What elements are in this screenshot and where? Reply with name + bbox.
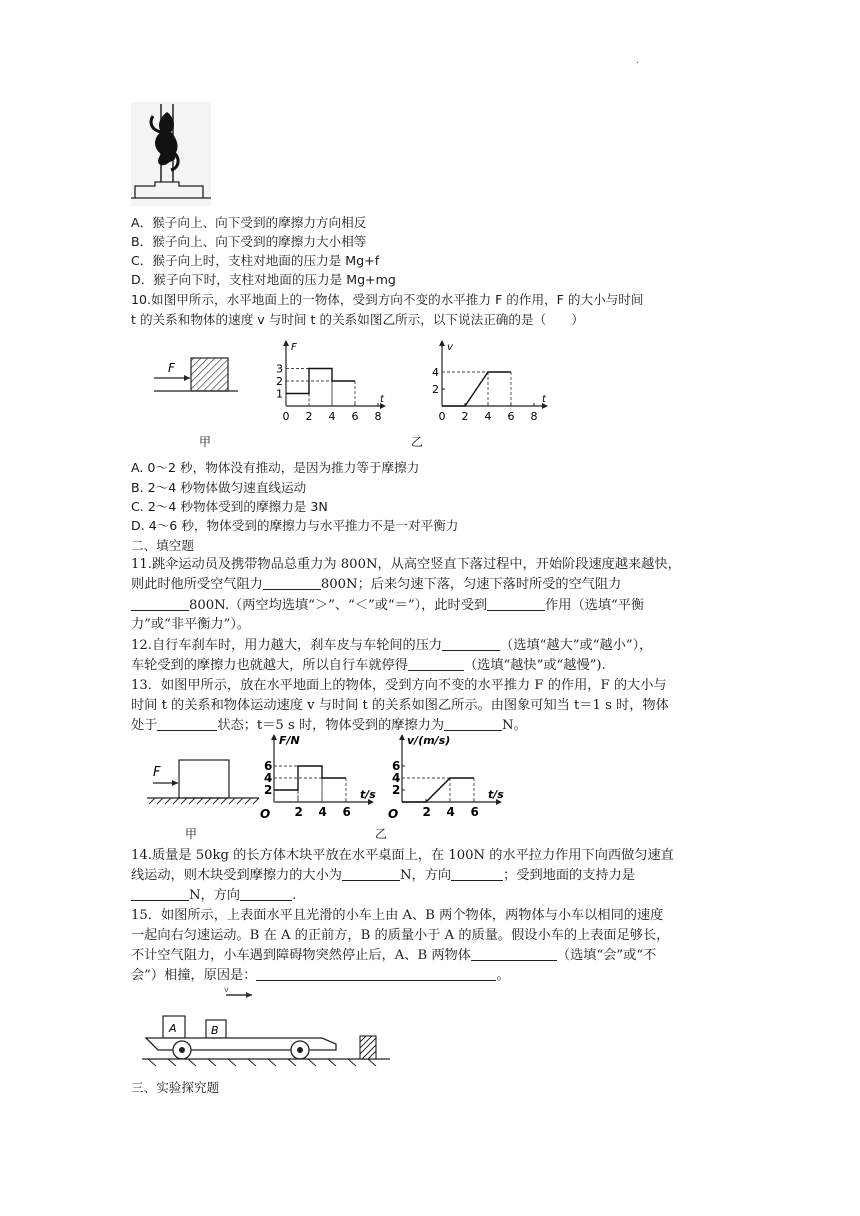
y-axis-arrow [271,734,277,740]
q13-line1: 13．如图甲所示，放在水平地面上的物体，受到方向不变的水平推力 F 的作用，F 的大小与 [131,678,667,693]
q12-text-1a: 12.自行车刹车时，用力越大，刹车皮与车轮间的压力 [131,638,443,653]
q14-text-3a: N，方向 [189,888,241,903]
q10-stem-line1: 10.如图甲所示，水平地面上的一物体，受到方向不变的水平推力 F 的作用，F 的大小与时间 [131,292,644,307]
q11-blank-3[interactable] [487,597,545,611]
q14-text-2c: ；受到地面的支持力是 [503,868,635,883]
series-line [442,372,511,406]
y-tick-label: 4 [392,771,401,785]
y-axis-label: F [291,342,297,353]
q14-line3 [131,886,731,905]
y-tick-label: 1 [276,387,283,401]
q11-line2 [131,575,731,594]
y-axis-label: v [447,342,453,353]
q15-line4 [131,966,731,985]
q11-line3 [131,596,731,615]
q10-force-time-chart [270,338,395,430]
corner-mark: · [636,58,640,69]
q10-velocity-time-chart [426,338,556,430]
q14-blank-direction-1[interactable] [451,867,503,881]
q11-text-3b: 作用（选填“平衡 [545,598,645,613]
q13-caption-yi: 乙 [375,827,388,841]
q9-option-c: C．猴子向上时，支柱对地面的压力是 Mg+f [131,253,380,268]
q15-line3 [131,946,731,965]
q9-option-b: B．猴子向上、向下受到的摩擦力大小相等 [131,234,367,249]
q12-text-2a: 车轮受到的摩擦力也就越大，所以自行车就停得 [131,658,408,673]
q14-line2 [131,866,731,885]
y-tick-label: 4 [432,366,439,379]
y-tick-label: 3 [276,362,283,376]
section-fill-in-heading: 二、填空题 [131,538,194,553]
q13-caption-jia: 甲 [185,827,198,841]
origin-label: O [388,807,399,821]
q15-blank-1[interactable] [471,947,557,961]
x-tick-label: 0 [438,410,446,423]
x-tick-label: 2 [422,805,431,819]
q12-line2 [131,656,731,675]
q15-line2: 一起向右匀速运动。B 在 A 的正前方，B 的质量小于 A 的质量。假设小车的上表面足够长， [131,928,670,943]
x-axis-label: t/s [488,788,504,801]
q10-option-c: C. 2～4 秒物体受到的摩擦力是 3N [131,499,328,514]
x-tick-label: 2 [294,805,303,819]
q14-blank-direction-2[interactable] [240,887,292,901]
x-tick-label: 4 [484,410,492,423]
y-tick-label: 2 [264,783,273,797]
y-axis-label: v/(m/s) [407,734,451,747]
q15-text-3b: （选填“会”或“不 [556,948,657,963]
q12-blank-2[interactable] [408,657,464,671]
monkey-pole-figure [131,102,211,206]
q13-text-3c: N。 [502,718,527,733]
q13-text-3a: 处于 [131,718,158,733]
q15-label-a: A [169,1022,177,1035]
q10-caption-yi: 乙 [411,435,424,449]
q10-option-b: B. 2～4 秒物体做匀速直线运动 [131,480,307,495]
q15-cart-figure [140,984,390,1070]
x-tick-label: 0 [282,410,290,423]
q13-line2: 时间 t 的关系和物体运动速度 v 与时间 t 的关系如图乙所示。由图象可知当 t＝1 s 时，物体 [131,698,669,713]
q14-text-3b: . [292,888,297,903]
q13-text-3b: 状态；t＝5 s 时，物体受到的摩擦力为 [217,718,445,733]
q11-line4: 力”或“非平衡力”）。 [131,617,251,632]
q15-blank-2[interactable] [256,967,496,981]
y-tick-label: 6 [264,759,273,773]
q10-caption-jia: 甲 [199,435,212,449]
section-experiment-heading: 三、实验探究题 [131,1080,220,1095]
q11-line1: 11.跳伞运动员及携带物品总重力为 800N，从高空竖直下落过程中，开始阶段速度越来越快， [131,557,681,572]
x-tick-label: 2 [305,410,313,423]
x-tick-label: 6 [507,410,515,423]
q12-text-2b: （选填“越快”或“越慢”). [463,658,606,673]
q12-blank-1[interactable] [442,637,500,651]
x-tick-label: 6 [351,410,359,423]
q11-blank-1[interactable] [263,576,321,590]
q10-stem-line2: t 的关系和物体的速度 v 与时间 t 的关系如图乙所示，以下说法正确的是（ ） [131,312,584,327]
q11-text-3a: 800N.（两空均选填“＞”、“＜”或“＝”），此时受到 [189,598,488,613]
q11-text-2a: 则此时他所受空气阻力 [131,577,263,592]
q13-blank-2[interactable] [444,717,502,731]
origin-label: O [260,807,271,821]
q13-block-figure [143,752,263,812]
q15-text-3a: 不计空气阻力，小车遇到障碍物突然停止后，A、B 两物体 [131,948,471,963]
q15-text-4b: 。 [496,968,510,983]
q15-label-b: B [211,1024,219,1037]
x-tick-label: 8 [374,410,382,423]
x-tick-label: 4 [328,410,336,423]
x-tick-label: 6 [342,805,351,819]
q12-line1 [131,636,731,655]
y-tick-label: 4 [264,771,273,785]
y-axis-label: F/N [279,734,300,747]
series-line [402,778,474,802]
q9-option-a: A．猴子向上、向下受到的摩擦力方向相反 [131,215,367,230]
q13-blank-1[interactable] [157,717,217,731]
q10-option-d: D. 4～6 秒，物体受到的摩擦力与水平推力不是一对平衡力 [131,518,459,533]
q14-text-2a: 线运动，则木块受到摩擦力的大小为 [131,868,342,883]
q14-line1: 14.质量是 50kg 的长方体木块平放在水平桌面上，在 100N 的水平拉力作用下向西做匀速直 [131,848,674,863]
q11-blank-2[interactable] [131,597,189,611]
q12-text-1b: （选填“越大”或“越小”）， [500,638,653,653]
x-tick-label: 4 [318,805,327,819]
x-axis-label: t [542,394,546,405]
y-tick-label: 6 [392,759,401,773]
q9-option-d: D．猴子向下时，支柱对地面的压力是 Mg+mg [131,272,396,287]
q13-force-time-chart [252,732,382,824]
q14-blank-support[interactable] [131,887,189,901]
x-axis-label: t/s [360,788,376,801]
y-axis-arrow [399,734,405,740]
y-tick-label: 2 [276,375,283,388]
q10-option-a: A. 0～2 秒，物体没有推动，是因为推力等于摩擦力 [131,460,420,475]
q14-text-2b: N，方向 [400,868,452,883]
x-axis-label: t [380,394,384,405]
q11-text-2b: 800N；后来匀速下落，匀速下落时所受的空气阻力 [320,577,622,592]
q13-velocity-time-chart [380,732,510,824]
y-tick-label: 2 [392,783,401,797]
y-axis-arrow [283,340,289,346]
y-tick-label: 2 [432,383,439,396]
q14-blank-friction[interactable] [342,867,400,881]
q10-force-label: F [168,361,175,375]
q13-force-label: F [153,765,161,780]
q10-block-figure [150,352,240,417]
y-axis-arrow [439,340,445,346]
q15-velocity-label: v [224,985,229,994]
q15-text-4a: 会”）相撞，原因是： [131,968,257,983]
x-tick-label: 2 [461,410,469,423]
x-tick-label: 4 [446,805,455,819]
q15-line1: 15．如图所示，上表面水平且光滑的小车上由 A、B 两个物体，两物体与小车以相同的速度 [131,908,664,923]
x-tick-label: 6 [470,805,479,819]
x-tick-label: 8 [530,410,538,423]
